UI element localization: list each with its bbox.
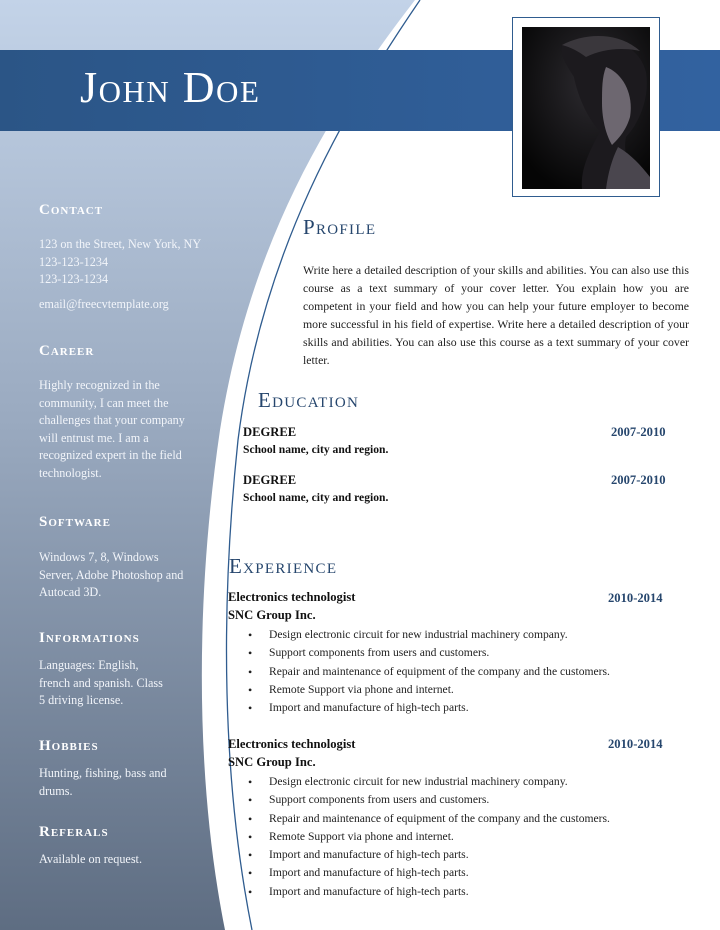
education-years-1: 2007-2010 [611,425,666,439]
profile-heading: Profile [303,215,377,239]
job-years-1: 2010-2014 [608,591,663,605]
contact-details [39,236,201,313]
experience-heading: Experience [229,554,338,578]
profile-text: Write here a detailed description of your skills and abilities. You can also use this course as a text summary of your cover letter. You explain how you are competent in your field and how you can help your future employer to become more successful in his field of expertise. Write here a detailed description of your skills and abilities. You can also use this course as a text summary of your cover letter. [303,263,689,367]
candidate-name: John Doe [80,63,261,112]
education-years-2: 2007-2010 [611,473,666,487]
list-item: • Import and manufacture of high-tech parts. [248,864,610,882]
education-heading: Education [258,388,360,412]
software-heading: Software [39,514,111,530]
hobbies-text: Hunting, fishing, bass and drums. [39,766,167,798]
education-degree-1: DEGREE [243,425,297,439]
education-school-2: School name, city and region. [243,491,389,504]
informations-text: Languages: English, french and spanish. Class 5 driving license. [39,658,163,707]
job-years-2: 2010-2014 [608,737,663,751]
list-item: • Repair and maintenance of equipment of the company and the customers. [248,810,610,828]
contact-heading: Contact [39,202,104,218]
list-item: • Repair and maintenance of equipment of the company and the customers. [248,663,610,681]
job-company-1: SNC Group Inc. [228,608,316,622]
list-item: • Design electronic circuit for new industrial machinery company. [248,773,610,791]
list-item: • Import and manufacture of high-tech parts. [248,699,610,717]
photo-frame [512,17,660,197]
list-item: • Support components from users and customers. [248,791,610,809]
job-company-2: SNC Group Inc. [228,755,316,769]
job-duties-2 [248,773,610,901]
contact-email[interactable]: email@freecvtemplate.org [39,296,169,311]
referals-heading: Referals [39,824,109,840]
education-school-1: School name, city and region. [243,443,389,456]
portrait-photo [522,27,650,189]
contact-address: 123 on the Street, New York, NY [39,237,202,251]
hobbies-heading: Hobbies [39,738,99,754]
list-item: • Support components from users and customers. [248,644,610,662]
referals-text: Available on request. [39,852,142,866]
list-item: • Design electronic circuit for new industrial machinery company. [248,626,610,644]
contact-phone-2: 123-123-1234 [39,272,109,286]
contact-phone-1: 123-123-1234 [39,254,109,269]
list-item: • Import and manufacture of high-tech parts. [248,846,610,864]
software-text: Windows 7, 8, Windows Server, Adobe Photoshop and Autocad 3D. [39,550,184,599]
list-item: • Import and manufacture of high-tech parts. [248,883,610,901]
job-title-1: Electronics technologist [228,590,356,604]
job-title-2: Electronics technologist [228,737,356,751]
job-duties-1 [248,626,610,717]
career-heading: Career [39,343,95,359]
education-degree-2: DEGREE [243,473,297,487]
list-item: • Remote Support via phone and internet. [248,828,610,846]
career-text: Highly recognized in the community, I can meet the challenges that your company will entrust me. I am a recognized expert in the field technologist. [39,378,185,480]
informations-heading: Informations [39,630,140,646]
list-item: • Remote Support via phone and internet. [248,681,610,699]
